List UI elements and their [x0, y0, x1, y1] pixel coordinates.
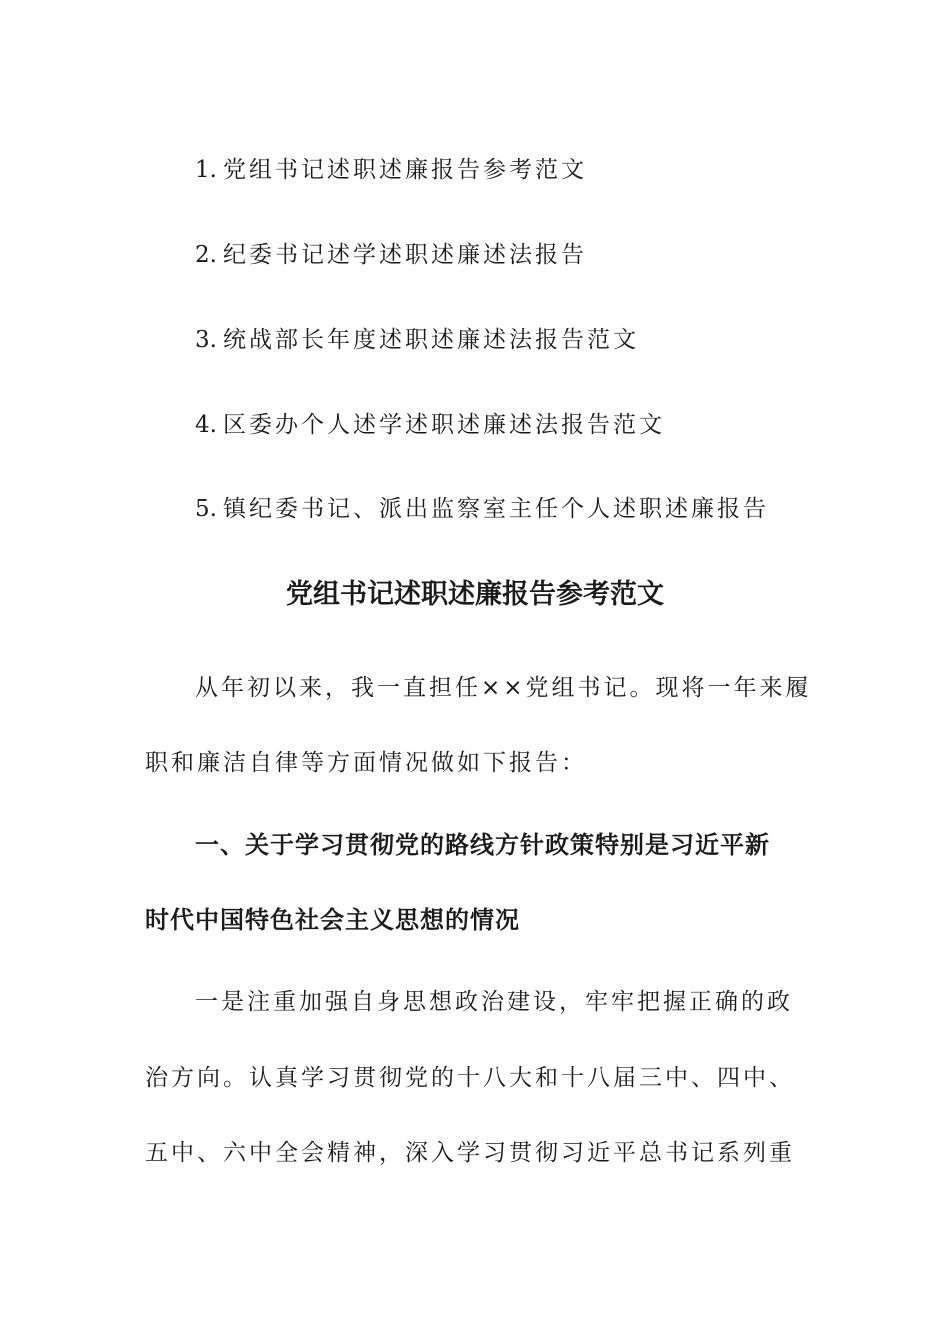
- toc-item-label: 区委办个人述学述职述廉述法报告范文: [222, 412, 665, 438]
- toc-item-label: 镇纪委书记、派出监察室主任个人述职述廉报告: [222, 496, 769, 522]
- toc-item[interactable]: [195, 155, 587, 185]
- paragraph-line: 治方向。认真学习贯彻党的十八大和十八届三中、四中、: [145, 1065, 795, 1091]
- toc-item[interactable]: [195, 240, 587, 270]
- section-heading-line: 时代中国特色社会主义思想的情况: [145, 906, 520, 934]
- toc-item-label: 纪委书记述学述职述廉述法报告: [222, 242, 587, 268]
- paragraph-line: 一是注重加强自身思想政治建设，牢牢把握正确的政: [195, 989, 793, 1015]
- toc-item-number: 2.: [195, 242, 217, 268]
- toc-item[interactable]: [195, 325, 639, 355]
- document-title: 党组书记述职述廉报告参考范文: [286, 579, 664, 610]
- toc-item-number: 4.: [195, 412, 217, 438]
- intro-line: 从年初以来，我一直担任××党组书记。现将一年来履: [195, 675, 812, 701]
- toc-item-label: 党组书记述职述廉报告参考范文: [222, 157, 587, 183]
- intro-line: 职和廉洁自律等方面情况做如下报告：: [145, 750, 587, 776]
- section-heading-line: 一、关于学习贯彻党的路线方针政策特别是习近平新: [195, 831, 770, 859]
- paragraph-line: 五中、六中全会精神，深入学习贯彻习近平总书记系列重: [145, 1140, 795, 1166]
- toc-item-number: 1.: [195, 157, 217, 183]
- toc-item-number: 5.: [195, 496, 217, 522]
- toc-item[interactable]: [195, 494, 769, 524]
- toc-item-label: 统战部长年度述职述廉述法报告范文: [222, 327, 639, 353]
- toc-item[interactable]: [195, 410, 665, 440]
- toc-item-number: 3.: [195, 327, 217, 353]
